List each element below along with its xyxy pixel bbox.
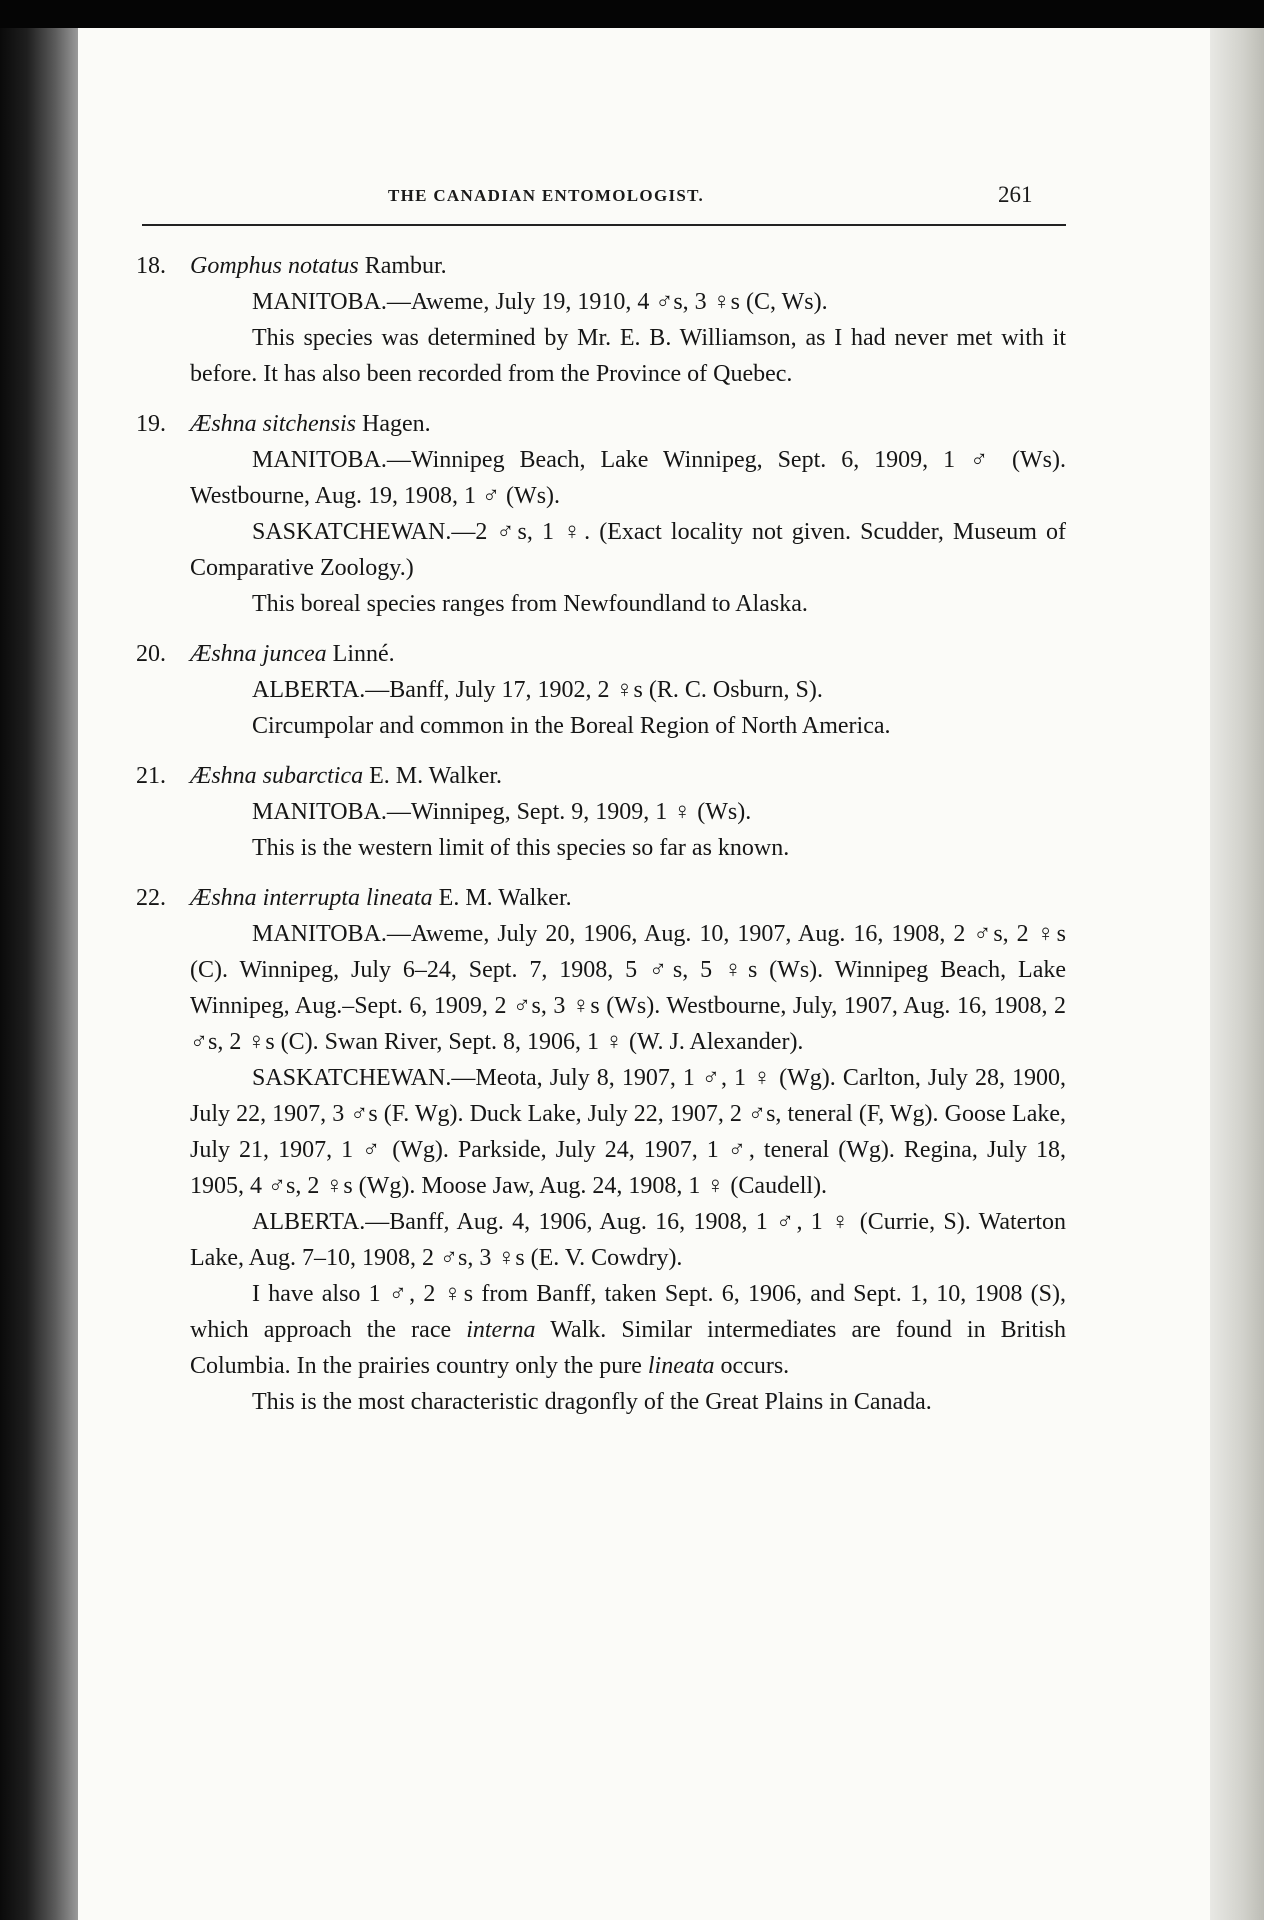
pure-form-name: lineata	[647, 1353, 715, 1379]
entry-number: 18.	[136, 253, 166, 279]
species-author: E. M. Walker.	[438, 885, 572, 911]
species-entry-18	[136, 248, 1066, 392]
species-entry-19	[136, 406, 1066, 622]
race-name: interna	[466, 1317, 536, 1343]
article-body	[136, 248, 1066, 1434]
race-remark-end: occurs.	[714, 1353, 790, 1379]
entry-remark: This species was determined by Mr. E. B. Williamson, as I had never met with it before. It has also been recorded from the Province of Quebec.	[190, 325, 1066, 387]
locality-record: MANITOBA.—Aweme, July 19, 1910, 4 ♂s, 3 ♀s (C, Ws).	[252, 289, 828, 315]
entry-remark: Circumpolar and common in the Boreal Region of North America.	[252, 713, 891, 739]
book-page	[78, 28, 1210, 1920]
species-entry-22	[136, 880, 1066, 1420]
entry-remark: This is the western limit of this species so far as known.	[252, 835, 790, 861]
entry-number: 20.	[136, 641, 166, 667]
entry-number: 21.	[136, 763, 166, 789]
locality-record: MANITOBA.—Winnipeg Beach, Lake Winnipeg, Sept. 6, 1909, 1 ♂ (Ws). Westbourne, Aug. 19, 1908, 1 ♂ (Ws).	[190, 447, 1066, 509]
species-author: Hagen.	[362, 411, 431, 437]
entry-number: 22.	[136, 885, 166, 911]
locality-record: ALBERTA.—Banff, Aug. 4, 1906, Aug. 16, 1908, 1 ♂, 1 ♀ (Currie, S). Waterton Lake, Aug. 7–10, 1908, 2 ♂s, 3 ♀s (E. V. Cowdry).	[190, 1209, 1066, 1271]
species-author: Linné.	[332, 641, 395, 667]
entry-number: 19.	[136, 411, 166, 437]
species-author: E. M. Walker.	[369, 763, 503, 789]
locality-record: SASKATCHEWAN.—2 ♂s, 1 ♀. (Exact locality not given. Scudder, Museum of Comparative Zoology.)	[190, 519, 1066, 581]
species-name: Æshna interrupta lineata	[190, 885, 433, 911]
species-author: Rambur.	[364, 253, 447, 279]
race-remark	[190, 1276, 1066, 1384]
locality-record: ALBERTA.—Banff, July 17, 1902, 2 ♀s (R. C. Osburn, S).	[252, 677, 823, 703]
scan-top-border	[0, 0, 1264, 28]
species-name: Gomphus notatus	[190, 253, 359, 279]
entry-heading	[136, 758, 1066, 794]
species-entry-20	[136, 636, 1066, 744]
entry-heading	[136, 880, 1066, 916]
book-binding-edge	[0, 28, 78, 1920]
species-name: Æshna juncea	[190, 641, 327, 667]
entry-heading	[136, 636, 1066, 672]
locality-record: MANITOBA.—Winnipeg, Sept. 9, 1909, 1 ♀ (Ws).	[252, 799, 752, 825]
entry-heading	[136, 248, 1066, 284]
header-rule	[142, 224, 1066, 226]
entry-heading	[136, 406, 1066, 442]
journal-title: THE CANADIAN ENTOMOLOGIST.	[388, 186, 705, 205]
entry-remark: This boreal species ranges from Newfoundland to Alaska.	[252, 591, 808, 617]
race-remark-lead: I have also 1 ♂, 2 ♀s from Banff, taken Sept. 6, 1906, and Sept. 1, 10, 1908 (S), which approach the race	[190, 1281, 1066, 1343]
entry-remark: This is the most characteristic dragonfly of the Great Plains in Canada.	[252, 1389, 932, 1415]
race-remark-middle: Walk. Similar intermediates are found in British Columbia. In the prairies country only the pure	[190, 1317, 1066, 1379]
species-entry-21	[136, 758, 1066, 866]
running-head	[78, 182, 1138, 222]
species-name: Æshna sitchensis	[190, 411, 357, 437]
locality-record: SASKATCHEWAN.—Meota, July 8, 1907, 1 ♂, 1 ♀ (Wg). Carlton, July 28, 1900, July 22, 1907, 3 ♂s (F. Wg). Duck Lake, July 22, 1907, 2 ♂s, teneral (F, Wg). Goose Lake, July 21, 1907, 1 ♂ (Wg). Parkside, July 24, 1907, 1 ♂, teneral (Wg). Regina, July 18, 1905, 4 ♂s, 2 ♀s (Wg). Moose Jaw, Aug. 24, 1908, 1 ♀ (Caudell).	[190, 1065, 1066, 1199]
species-name: Æshna subarctica	[190, 763, 364, 789]
page-edge-shadow	[1210, 28, 1264, 1920]
locality-record: MANITOBA.—Aweme, July 20, 1906, Aug. 10, 1907, Aug. 16, 1908, 2 ♂s, 2 ♀s (C). Winnipeg, July 6–24, Sept. 7, 1908, 5 ♂s, 5 ♀s (Ws). Winnipeg Beach, Lake Winnipeg, Aug.–Sept. 6, 1909, 2 ♂s, 3 ♀s (Ws). Westbourne, July, 1907, Aug. 16, 1908, 2 ♂s, 2 ♀s (C). Swan River, Sept. 8, 1906, 1 ♀ (W. J. Alexander).	[190, 921, 1066, 1055]
page-number: 261	[998, 182, 1033, 207]
